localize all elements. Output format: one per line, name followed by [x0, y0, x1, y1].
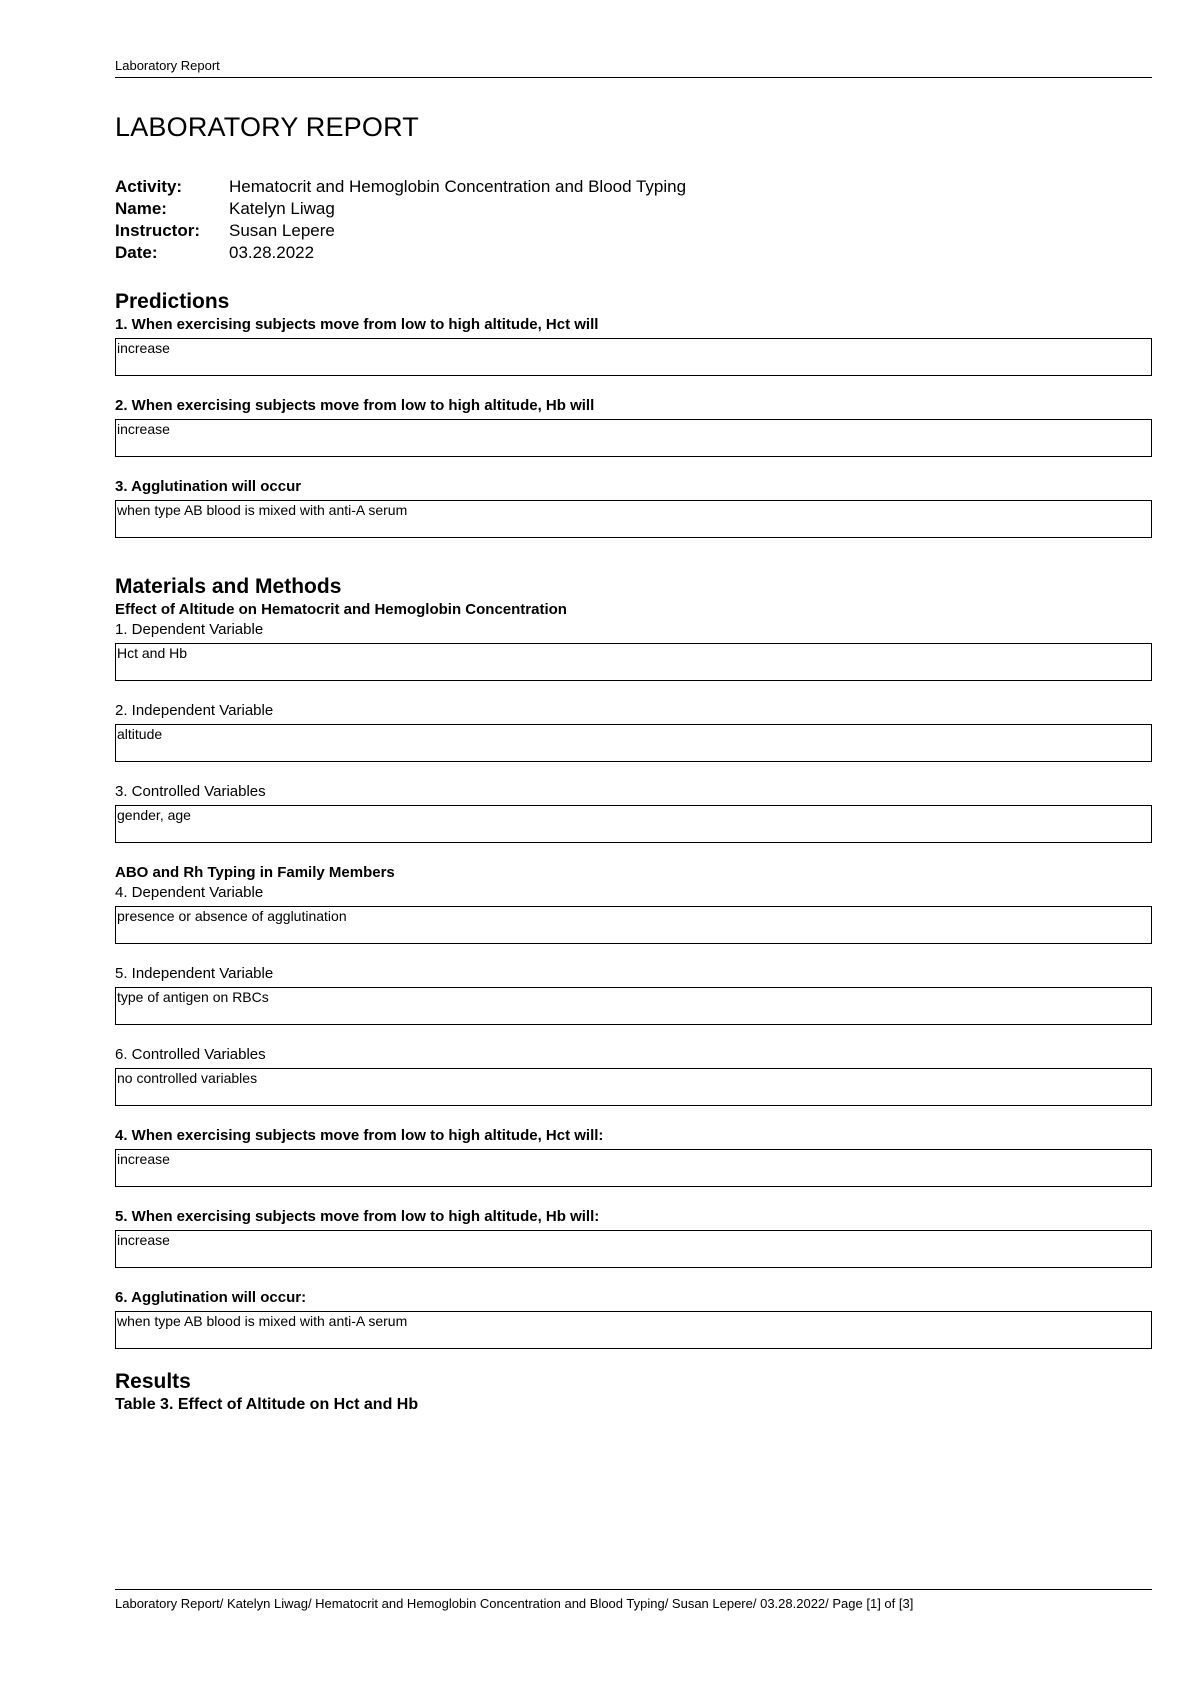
report-page — [115, 0, 1152, 1696]
answer-field[interactable]: altitude — [115, 724, 1152, 762]
answer-field[interactable]: gender, age — [115, 805, 1152, 843]
meta-value: Hematocrit and Hemoglobin Concentration and Blood Typing — [229, 177, 687, 196]
question-label: 3. Controlled Variables — [115, 783, 266, 800]
subsection-title: Effect of Altitude on Hematocrit and Hemoglobin Concentration — [115, 601, 567, 618]
answer-field[interactable]: increase — [115, 338, 1152, 376]
answer-field[interactable]: no controlled variables — [115, 1068, 1152, 1106]
question-label: 6. Agglutination will occur: — [115, 1289, 307, 1306]
answer-field[interactable]: Hct and Hb — [115, 643, 1152, 681]
document-title: LABORATORY REPORT — [115, 112, 419, 142]
answer-field[interactable]: increase — [115, 1230, 1152, 1268]
answer-field[interactable]: increase — [115, 1149, 1152, 1187]
meta-row-activity — [115, 176, 686, 198]
question-label: 2. When exercising subjects move from low to high altitude, Hb will — [115, 397, 595, 414]
question-label: 5. Independent Variable — [115, 965, 274, 982]
answer-field[interactable]: presence or absence of agglutination — [115, 906, 1152, 944]
meta-key: Activity: — [115, 177, 183, 196]
meta-row-name — [115, 198, 686, 220]
meta-value: Susan Lepere — [229, 221, 335, 240]
question-label: 2. Independent Variable — [115, 702, 274, 719]
meta-value: 03.28.2022 — [229, 243, 315, 262]
question-label: 4. When exercising subjects move from low to high altitude, Hct will: — [115, 1127, 604, 1144]
header-rule — [115, 77, 1152, 78]
subsection-title: ABO and Rh Typing in Family Members — [115, 864, 395, 881]
answer-field[interactable]: increase — [115, 419, 1152, 457]
report-metadata — [115, 176, 686, 264]
meta-key: Date: — [115, 243, 158, 262]
results-heading: Results — [115, 1370, 191, 1393]
question-label: 1. When exercising subjects move from low to high altitude, Hct will — [115, 316, 599, 333]
answer-field[interactable]: type of antigen on RBCs — [115, 987, 1152, 1025]
predictions-heading: Predictions — [115, 290, 230, 313]
question-label: 5. When exercising subjects move from low to high altitude, Hb will: — [115, 1208, 600, 1225]
question-label: 6. Controlled Variables — [115, 1046, 266, 1063]
meta-key: Instructor: — [115, 221, 200, 240]
answer-field[interactable]: when type AB blood is mixed with anti-A serum — [115, 500, 1152, 538]
page-footer: Laboratory Report/ Katelyn Liwag/ Hematocrit and Hemoglobin Concentration and Blood Typing/ Susan Lepere/ 03.28.2022/ Page [1] of [3] — [115, 1596, 914, 1611]
answer-field[interactable]: when type AB blood is mixed with anti-A serum — [115, 1311, 1152, 1349]
table-caption: Table 3. Effect of Altitude on Hct and Hb — [115, 1396, 419, 1413]
running-header: Laboratory Report — [115, 58, 220, 73]
meta-row-instructor — [115, 220, 686, 242]
materials-methods-heading: Materials and Methods — [115, 575, 342, 598]
question-label: 4. Dependent Variable — [115, 884, 264, 901]
meta-key: Name: — [115, 199, 167, 218]
footer-rule — [115, 1589, 1152, 1590]
report-content — [115, 289, 1152, 1415]
question-label: 1. Dependent Variable — [115, 621, 264, 638]
meta-value: Katelyn Liwag — [229, 199, 335, 218]
meta-row-date — [115, 242, 686, 264]
question-label: 3. Agglutination will occur — [115, 478, 302, 495]
